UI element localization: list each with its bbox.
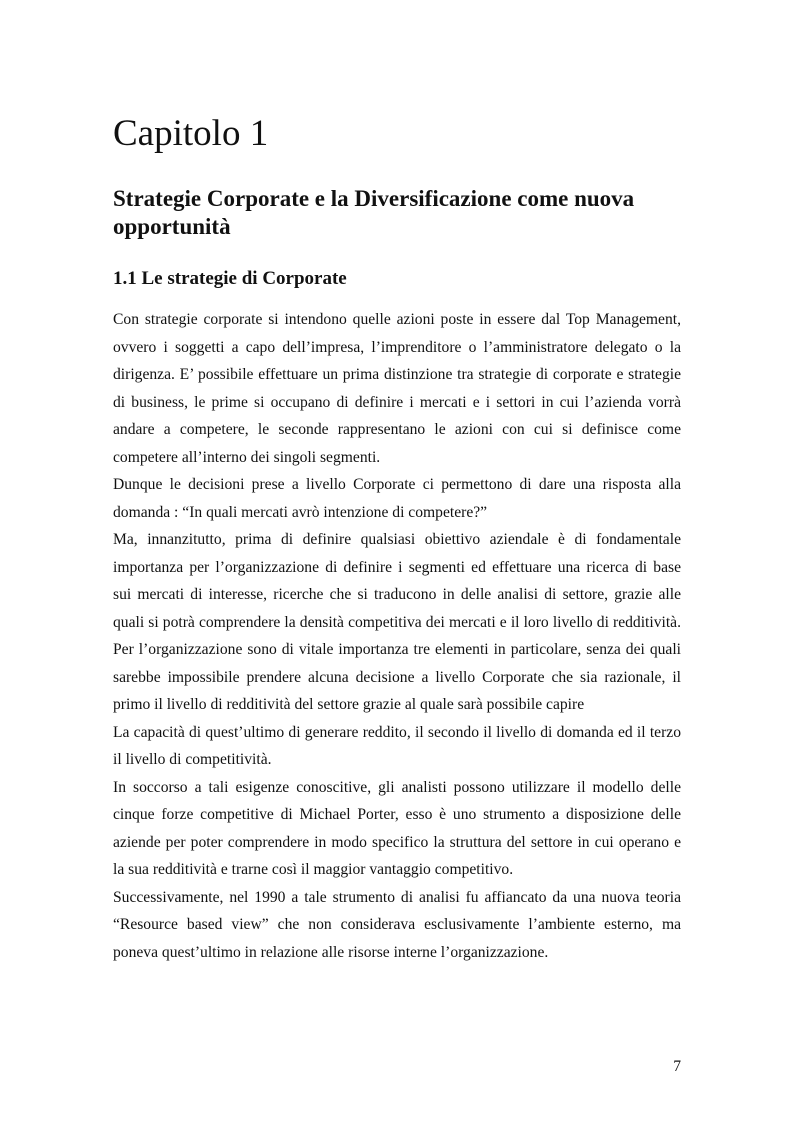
body-line: Per l’organizzazione sono di vitale importanza tre elementi in particolare, senza dei quali bbox=[113, 641, 681, 658]
body-line: La capacità di quest’ultimo di generare reddito, il secondo il livello di domanda ed il terzo bbox=[113, 724, 681, 741]
body-line: competere all’interno dei singoli segmenti. bbox=[113, 449, 381, 466]
body-line: andare a competere, le seconde rappresentano le azioni con cui si definisce come bbox=[113, 421, 681, 438]
body-line: Successivamente, nel 1990 a tale strumento di analisi fu affiancato da una nuova teoria bbox=[113, 889, 681, 906]
body-line: il livello di competitività. bbox=[113, 751, 272, 768]
body-line: aziende per poter comprendere in modo specifico la struttura del settore in cui operano e bbox=[113, 834, 681, 851]
subsection-title: 1.1 Le strategie di Corporate bbox=[113, 268, 347, 289]
chapter-title: Capitolo 1 bbox=[113, 113, 269, 154]
body-line: ovvero i soggetti a capo dell’impresa, l’imprenditore o l’amministratore delegato o la bbox=[113, 339, 681, 356]
body-line: cinque forze competitive di Michael Porter, esso è uno strumento a disposizione delle bbox=[113, 806, 681, 823]
body-line: di business, le prime si occupano di definire i mercati e i settori in cui l’azienda vorrà bbox=[113, 394, 681, 411]
body-line: Con strategie corporate si intendono quelle azioni poste in essere dal Top Management, bbox=[113, 311, 681, 328]
body-line: la sua redditività e trarne così il maggior vantaggio competitivo. bbox=[113, 861, 514, 878]
body-line: poneva quest’ultimo in relazione alle risorse interne l’organizzazione. bbox=[113, 944, 549, 961]
body-line: Dunque le decisioni prese a livello Corporate ci permettono di dare una risposta alla bbox=[113, 476, 681, 493]
body-line: sui mercati di interesse, ricerche che si traducono in delle analisi di settore, grazie alle bbox=[113, 586, 681, 603]
body-line: importanza per l’organizzazione di definire i segmenti ed effettuare una ricerca di base bbox=[113, 559, 681, 576]
body-line: sarebbe impossibile prendere alcuna decisione a livello Corporate che sia razionale, il bbox=[113, 669, 681, 686]
body-line: Ma, innanzitutto, prima di definire qualsiasi obiettivo aziendale è di fondamentale bbox=[113, 531, 681, 548]
body-line: quali si potrà comprendere la densità competitiva dei mercati e il loro livello di redditività. bbox=[113, 614, 681, 631]
body-line: domanda : “In quali mercati avrò intenzione di competere?” bbox=[113, 504, 488, 521]
body-line: dirigenza. E’ possibile effettuare un prima distinzione tra strategie di corporate e strategie bbox=[113, 366, 681, 383]
section-title: Strategie Corporate e la Diversificazione come nuova opportunità bbox=[113, 186, 635, 239]
page-number: 7 bbox=[673, 1058, 681, 1075]
body-line: “Resource based view” che non considerava esclusivamente l’ambiente esterno, ma bbox=[113, 916, 681, 933]
body-line: In soccorso a tali esigenze conoscitive, gli analisti possono utilizzare il modello delle bbox=[113, 779, 681, 796]
body-line: primo il livello di redditività del settore grazie al quale sarà possibile capire bbox=[113, 696, 585, 713]
